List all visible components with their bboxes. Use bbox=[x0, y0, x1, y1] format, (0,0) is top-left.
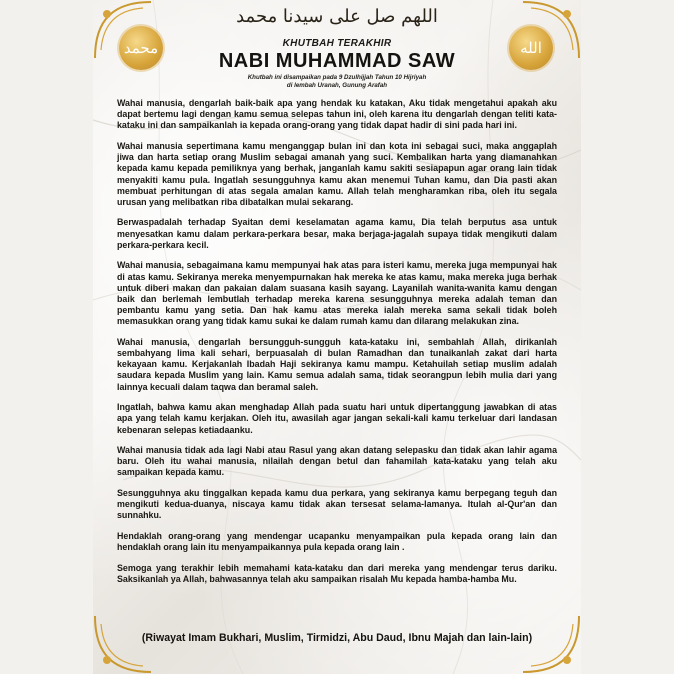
sermon-paragraph: Ingatlah, bahwa kamu akan menghadap Allah pada suatu hari untuk dipertanggung jawabkan di atas apa yang telah kamu kerjakan. Oleh itu, awasilah agar jangan sekali-kali kamu terkeluar dari landasan kebenaran selepas ketiadaanku. bbox=[117, 402, 557, 435]
page-kicker: KHUTBAH TERAKHIR bbox=[282, 38, 392, 49]
allah-calligraphy: الله bbox=[520, 39, 542, 57]
ornament-corner-bottom-left bbox=[93, 614, 153, 674]
ornament-corner-bottom-right bbox=[521, 614, 581, 674]
citation-footer: (Riwayat Imam Bukhari, Muslim, Tirmidzi, Abu Daud, Ibnu Majah dan lain-lain) bbox=[141, 632, 533, 644]
sermon-paragraph: Berwaspadalah terhadap Syaitan demi keselamatan agama kamu, Dia telah berputus asa untuk menyesatkan kamu dalam perkara-perkara besar, maka berjaga-jagalah supaya tidak mengikuti dalam perkara-perkara kecil. bbox=[117, 217, 557, 250]
sermon-paragraph: Wahai manusia, sebagaimana kamu mempunyai hak atas para isteri kamu, mereka juga mempunyai hak di atas kamu. Sekiranya mereka menyempurnakan hak mereka ke atas kamu, maka mereka juga berhak untuk diberi makan dan pakaian dalam suasana kasih sayang. Layanilah wanita-wanita kamu dengan baik dan berlemah lembutlah terhadap mereka karena sesungguhnya mereka adalah teman dan pembantu kamu yang setia. Dan hak kamu atas mereka ialah mereka sama sekali tidak boleh memasukkan orang yang tidak kamu sukai ke dalam rumah kamu dan dilarang melakukan zina. bbox=[117, 260, 557, 327]
sermon-paragraph: Wahai manusia tidak ada lagi Nabi atau Rasul yang akan datang selepasku dan tidak akan lahir agama baru. Oleh itu wahai manusia, nilailah dengan betul dan fahamilah kata-kataku yang telah aku sampaikan kepada kamu. bbox=[117, 445, 557, 478]
sermon-paragraph: Hendaklah orang-orang yang mendengar ucapanku menyampaikan pula kepada orang lain dan hendaklah orang lain itu menyampaikannya pula kepada orang lain . bbox=[117, 530, 557, 553]
arabic-calligraphy: اللهم صل على سيدنا محمد bbox=[236, 6, 438, 27]
sermon-paragraph: Wahai manusia, dengarlah bersungguh-sungguh kata-kataku ini, sembahlah Allah, dirikanlah sembahyang lima kali sehari, berpuasalah di bulan Ramadhan dan tunaikanlah zakat dari harta kekayaan kamu. Kerjakanlah Ibadah Haji sekiranya kamu mampu. Ketahuilah setiap muslim adalah saudara kepada Muslim yang lain. Kamu semua adalah sama, tidak seorangpun lebih mulia dari yang lainnya kecuali dalam taqwa dan beramal saleh. bbox=[117, 336, 557, 392]
sermon-body bbox=[117, 98, 557, 594]
page-title: NABI MUHAMMAD SAW bbox=[218, 50, 456, 72]
page-subtitle bbox=[93, 74, 581, 90]
sermon-paragraph: Wahai manusia sepertimana kamu menganggap bulan ini dan kota ini sebagai suci, maka anggaplah jiwa dan harta setiap orang Muslim sebagai amanah yang suci. Kembalikan harta yang diamanahkan kepada kamu kepada pemiliknya yang berhak, janganlah kamu sakiti sesiapapun agar orang lain tidak menyakiti kamu pula. Ingatlah sesungguhnya kamu akan menemui Tuhan kamu, dan Dia pasti akan membuat perhitungan di atas segala amalan kamu. Allah telah mengharamkan riba, oleh itu segala urusan yang melibatkan riba dibatalkan mulai sekarang. bbox=[117, 140, 557, 207]
sermon-paragraph: Wahai manusia, dengarlah baik-baik apa yang hendak ku katakan, Aku tidak mengetahui apakah aku dapat bertemu lagi dengan kamu semua selepas tahun ini, oleh karena itu dengarlah dengan teliti kata-kataku ini dan sampaikanlah ia kepada orang-orang yang tidak dapat hadir di sini pada hari ini. bbox=[117, 98, 557, 131]
muhammad-calligraphy: محمد bbox=[123, 39, 159, 57]
subtitle-line-location: di lembah Uranah, Gunung Arafah bbox=[286, 82, 388, 89]
sermon-paragraph: Semoga yang terakhir lebih memahami kata-kataku dan dari mereka yang mendengar terus dariku. Saksikanlah ya Allah, bahwasannya telah aku sampaikan risalah Mu kepada hamba-hamba Mu. bbox=[117, 562, 557, 584]
sermon-paragraph: Sesungguhnya aku tinggalkan kepada kamu dua perkara, yang sekiranya kamu berpegang teguh dan mengikuti kedua-duanya, niscaya kamu tidak akan tersesat selama-lamanya. Itulah al-Qur'an dan sunnahku. bbox=[117, 487, 557, 521]
poster bbox=[93, 0, 581, 674]
subtitle-line-date: Khutbah ini disampaikan pada 9 Dzulhijjah Tahun 10 Hijriyah bbox=[247, 74, 427, 81]
